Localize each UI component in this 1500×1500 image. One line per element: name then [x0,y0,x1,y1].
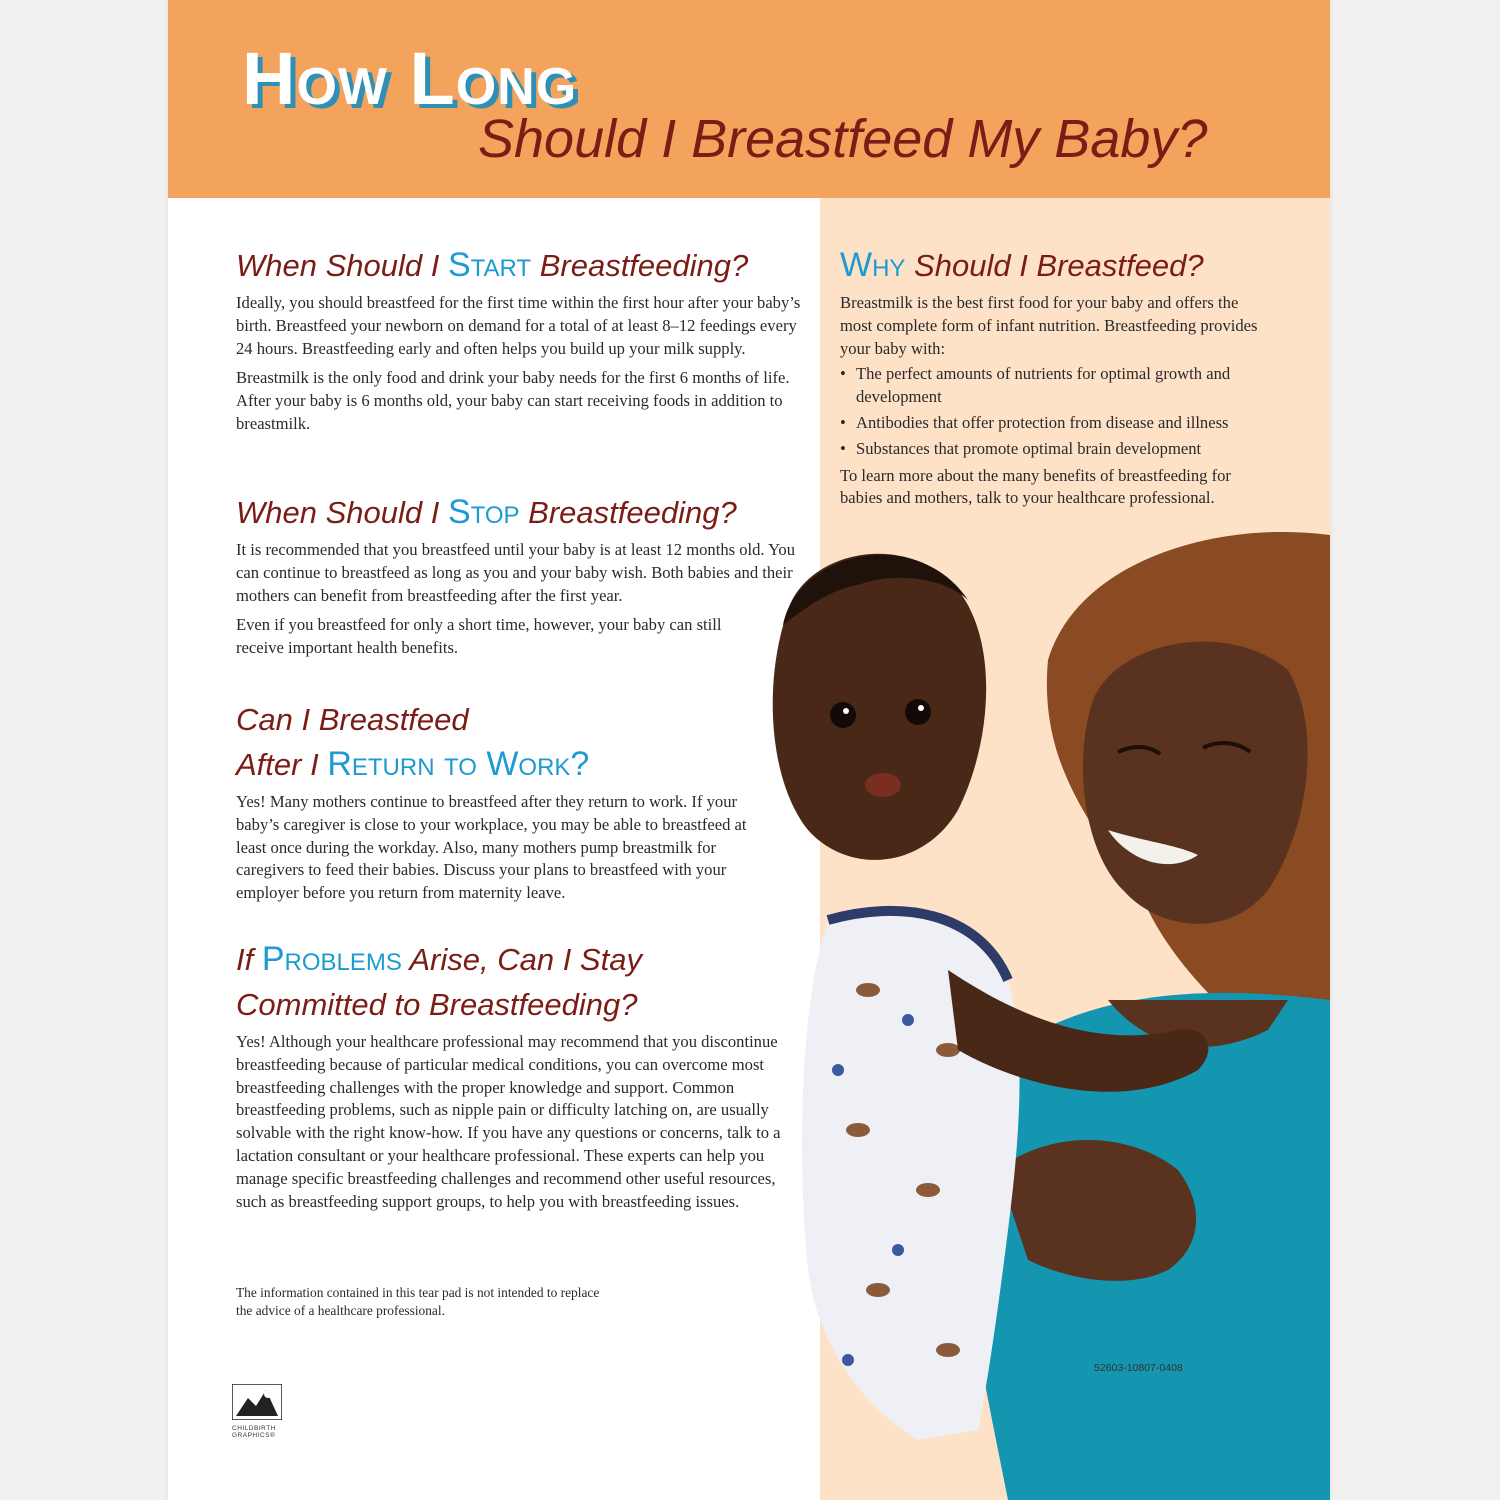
disclaimer: The information contained in this tear pad is not intended to replace the advice of a healthcare professional. [236,1285,600,1318]
section-heading-why: Why Should I Breastfeed? [840,246,1204,284]
section-heading-stop: When Should I Stop Breastfeeding? [236,493,737,531]
mother-and-baby-photo [748,530,1330,1500]
paragraph: It is recommended that you breastfeed until your baby is at least 12 months old. You can continue to breastfeed as long as you and your baby wish. Both babies and their mothers can benefit from breastfeeding after the first year. [236,540,796,605]
header-banner [168,0,1330,198]
section-problems [236,937,801,1220]
section-heading-start: When Should I Start Breastfeeding? [236,246,749,284]
logo-text-line2: GRAPHICS® [232,1432,276,1439]
page-title: How Long [242,37,578,120]
list-item: • The perfect amounts of nutrients for optimal growth and development [856,363,1260,409]
paragraph: Breastmilk is the best first food for your baby and offers the most complete form of infant nutrition. Breastfeeding provides your baby with: [840,293,1258,358]
paragraph: Even if you breastfeed for only a short time, however, your baby can still receive important health benefits. [236,615,722,658]
paragraph: Breastmilk is the only food and drink your baby needs for the first 6 months of life. After your baby is 6 months old, your baby can start receiving foods in addition to breastmilk. [236,368,790,433]
tear-pad-sheet [168,0,1330,1500]
logo-text-line1: CHILDBIRTH [232,1425,276,1432]
product-code: 52603-10807-0408 [1094,1362,1183,1374]
section-stop [236,490,808,667]
section-heading-problems: If Problems Arise, Can I Stay Committed to Breastfeeding? [236,940,642,1022]
section-why [840,243,1260,517]
benefits-list [840,363,1260,460]
page-subtitle: Should I Breastfeed My Baby? [478,109,1208,169]
list-item: • Antibodies that offer protection from disease and illness [856,412,1260,435]
paragraph: To learn more about the many benefits of breastfeeding for babies and mothers, talk to your healthcare professional. [840,465,1231,508]
section-work [236,697,776,912]
paragraph: Yes! Although your healthcare professional may recommend that you discontinue breastfeeding because of particular medical conditions, you can overcome most breastfeeding challenges with the proper knowledge and support. Common breastfeeding problems, such as nipple pain or difficulty latching on, are usually solvable with the right know-how. If you have any questions or concerns, talk to a lactation consultant or your healthcare professional. These experts can help you manage specific breastfeeding challenges and recommend other useful resources, such as breastfeeding support groups, to help you with breastfeeding issues. [236,1032,781,1211]
paragraph: Yes! Many mothers continue to breastfeed after they return to work. If your baby’s caregiver is close to your workplace, you may be able to breastfeed at least once during the workday. Also, many mothers pump breastmilk for caregivers to feed their babies. Discuss your plans to breastfeed with your employer before you return from maternity leave. [236,792,747,903]
publisher-logo [232,1384,294,1454]
childbirth-graphics-logo-icon [232,1384,282,1420]
section-heading-work: Can I Breastfeed After I Return to Work? [236,702,590,783]
list-item: • Substances that promote optimal brain development [856,438,1260,461]
section-start [236,243,808,443]
paragraph: Ideally, you should breastfeed for the first time within the first hour after your baby’s birth. Breastfeed your newborn on demand for a total of at least 8–12 feedings every 24 hours. Breastfeeding early and often helps you build up your milk supply. [236,293,801,358]
